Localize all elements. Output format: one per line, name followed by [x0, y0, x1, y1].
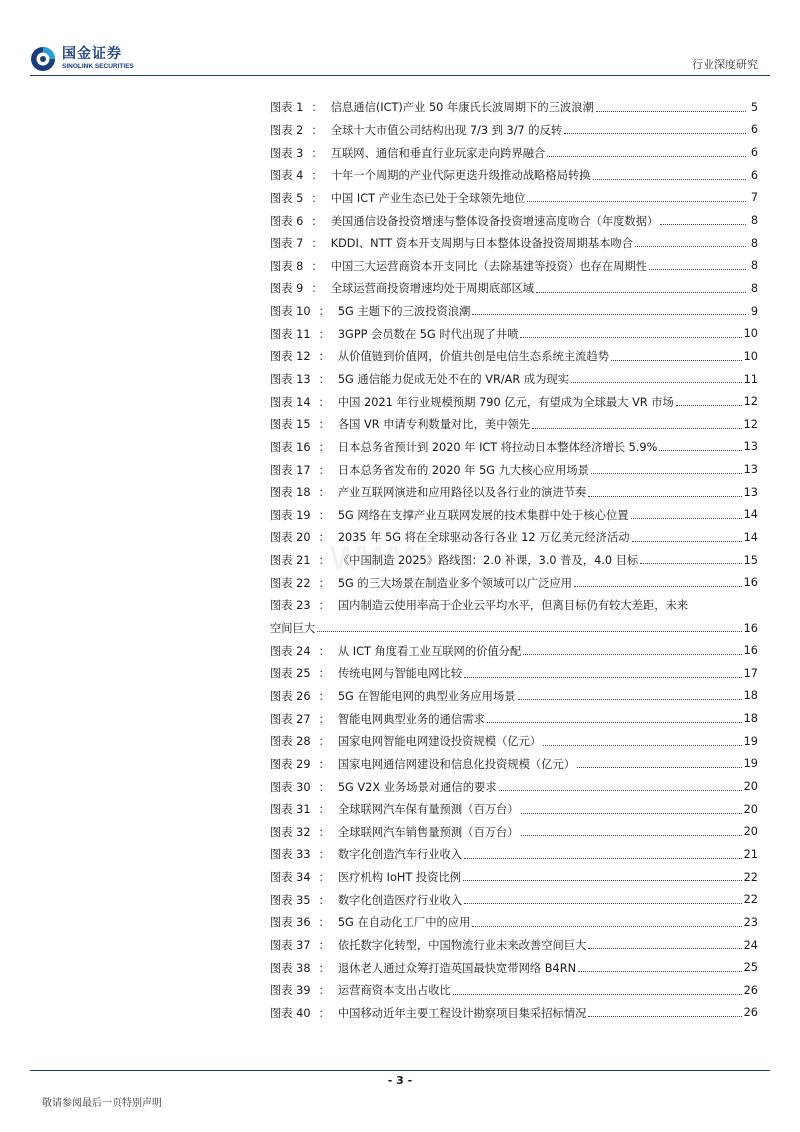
toc-entry[interactable]	[270, 1002, 758, 1025]
toc-entry[interactable]	[270, 322, 758, 345]
toc-entry[interactable]	[270, 571, 758, 594]
toc-separator: ：	[318, 916, 330, 930]
toc-figure-title: 5G V2X 业务场景对通信的要求	[337, 780, 497, 794]
toc-figure-title: 美国通信设备投资增速与整体设备投资增速高度吻合（年度数据）	[330, 214, 659, 228]
toc-separator: ：	[318, 1006, 330, 1020]
toc-entry[interactable]	[270, 164, 758, 187]
toc-figure-label: 图表 14	[270, 395, 311, 409]
toc-entry[interactable]	[270, 96, 758, 119]
toc-figure-title: 产业互联网演进和应用路径以及各行业的演进节奏	[337, 486, 587, 500]
toc-figure-title: 从 ICT 角度看工业互联网的价值分配	[337, 644, 522, 658]
toc-entry[interactable]	[270, 209, 758, 232]
toc-separator: ：	[318, 554, 330, 568]
toc-entry[interactable]	[270, 141, 758, 164]
toc-leader-dots	[640, 562, 741, 564]
logo-english-name: SINOLINK SECURITIES	[62, 63, 134, 71]
toc-entry[interactable]	[270, 277, 758, 300]
footer-divider	[30, 1070, 770, 1071]
toc-entry[interactable]	[270, 775, 758, 798]
toc-leader-dots	[499, 789, 742, 791]
toc-figure-label: 图表 34	[270, 871, 311, 885]
toc-entry[interactable]	[270, 300, 758, 323]
toc-leader-dots	[520, 336, 741, 338]
document-type-label: 行业深度研究	[692, 58, 758, 71]
toc-leader-dots	[463, 879, 742, 881]
toc-entry[interactable]	[270, 979, 758, 1002]
toc-leader-dots	[632, 540, 742, 542]
toc-figure-title: 运营商资本支出占收比	[337, 984, 451, 998]
toc-entry[interactable]	[270, 254, 758, 277]
toc-page-number: 26	[743, 983, 758, 997]
toc-separator: ：	[311, 259, 323, 273]
toc-entry[interactable]	[270, 594, 758, 639]
toc-leader-dots	[464, 676, 741, 678]
toc-page-number: 21	[743, 847, 758, 861]
toc-leader-dots	[472, 925, 741, 927]
toc-leader-dots	[464, 902, 741, 904]
toc-page-number: 19	[743, 757, 758, 771]
toc-figure-title: 各国 VR 申请专利数量对比，美中领先	[337, 418, 531, 432]
toc-separator: ：	[311, 237, 323, 251]
toc-figure-label: 图表 23	[270, 599, 311, 613]
toc-entry[interactable]	[270, 798, 758, 821]
toc-leader-dots	[649, 268, 746, 270]
toc-entry[interactable]	[270, 821, 758, 844]
toc-entry[interactable]	[270, 504, 758, 527]
toc-leader-dots	[588, 947, 741, 949]
toc-separator: ：	[311, 169, 323, 183]
toc-figure-title: 依托数字化转型，中国物流行业未来改善空间巨大	[337, 939, 587, 953]
toc-page-number: 10	[743, 349, 758, 363]
toc-page-number: 6	[750, 168, 758, 182]
toc-figure-label: 图表 6	[270, 214, 304, 228]
toc-leader-dots	[523, 653, 741, 655]
toc-entry[interactable]	[270, 934, 758, 957]
toc-entry[interactable]	[270, 436, 758, 459]
toc-figure-label: 图表 35	[270, 893, 311, 907]
toc-separator: ：	[318, 486, 330, 500]
toc-entry[interactable]	[270, 526, 758, 549]
toc-figure-title: 5G 在智能电网的典型业务应用场景	[337, 689, 516, 703]
toc-separator: ：	[318, 531, 330, 545]
toc-entry[interactable]	[270, 956, 758, 979]
toc-separator: ：	[311, 282, 323, 296]
toc-figure-title: 5G 网络在支撑产业互联网发展的技术集群中处于核心位置	[337, 508, 629, 522]
toc-page-number: 5	[750, 100, 758, 114]
toc-figure-label: 图表 7	[270, 237, 304, 251]
company-logo	[30, 44, 134, 74]
toc-entry[interactable]	[270, 662, 758, 685]
table-of-figures	[270, 96, 758, 1024]
toc-page-number: 8	[750, 259, 758, 273]
toc-page-number: 16	[743, 621, 758, 635]
toc-figure-title: 日本总务省预计到 2020 年 ICT 将拉动日本整体经济增长 5.9%	[337, 440, 658, 454]
sinolink-logo-icon	[30, 46, 56, 72]
toc-leader-dots	[588, 495, 741, 497]
toc-separator: ：	[318, 848, 330, 862]
toc-page-number: 13	[743, 440, 758, 454]
toc-figure-title: 全球联网汽车销售量预测（百万台）	[337, 825, 519, 839]
toc-figure-label: 图表 21	[270, 554, 311, 568]
toc-figure-title: 《中国制造 2025》路线图：2.0 补课，3.0 普及，4.0 目标	[337, 554, 639, 568]
toc-figure-label: 图表 27	[270, 712, 311, 726]
toc-entry[interactable]	[270, 639, 758, 662]
toc-leader-dots	[547, 155, 746, 157]
toc-figure-title: 退休老人通过众筹打造英国最快宽带网络 B4RN	[337, 961, 577, 975]
toc-page-number: 20	[743, 825, 758, 839]
toc-leader-dots	[578, 970, 742, 972]
toc-figure-label: 图表 20	[270, 531, 311, 545]
toc-separator: ：	[318, 780, 330, 794]
toc-figure-title: 国家电网智能电网建设投资规模（亿元）	[337, 735, 542, 749]
toc-separator: ：	[311, 101, 323, 115]
toc-separator: ：	[311, 191, 323, 205]
toc-page-number: 8	[750, 214, 758, 228]
toc-leader-dots	[676, 404, 742, 406]
toc-leader-dots	[472, 313, 746, 315]
toc-figure-label: 图表 33	[270, 848, 311, 862]
toc-leader-dots	[521, 834, 742, 836]
toc-entry[interactable]	[270, 413, 758, 436]
toc-figure-label: 图表 39	[270, 984, 311, 998]
toc-figure-label: 图表 29	[270, 757, 311, 771]
toc-figure-title: 全球联网汽车保有量预测（百万台）	[337, 803, 519, 817]
toc-page-number: 13	[743, 485, 758, 499]
toc-page-number: 7	[750, 191, 758, 205]
toc-leader-dots	[574, 585, 742, 587]
toc-figure-title: 医疗机构 IoHT 投资比例	[337, 871, 462, 885]
toc-figure-label: 图表 9	[270, 282, 304, 296]
toc-entry[interactable]	[270, 549, 758, 572]
toc-page-number: 9	[750, 304, 758, 318]
toc-page-number: 16	[743, 576, 758, 590]
toc-page-number: 10	[743, 327, 758, 341]
toc-page-number: 22	[743, 893, 758, 907]
toc-separator: ：	[318, 644, 330, 658]
toc-separator: ：	[318, 825, 330, 839]
toc-separator: ：	[318, 373, 330, 386]
toc-leader-dots	[659, 449, 741, 451]
toc-figure-label: 图表 31	[270, 803, 311, 817]
toc-separator: ：	[318, 463, 330, 477]
toc-leader-dots	[464, 857, 741, 859]
toc-separator: ：	[318, 984, 330, 998]
toc-page-number: 20	[743, 802, 758, 816]
toc-page-number: 26	[743, 1006, 758, 1020]
toc-leader-dots	[453, 993, 742, 995]
toc-figure-label: 图表 1	[270, 101, 304, 115]
toc-separator: ：	[318, 712, 330, 726]
toc-figure-label: 图表 32	[270, 825, 311, 839]
toc-entry[interactable]	[270, 368, 758, 391]
toc-figure-label: 图表 37	[270, 939, 311, 953]
toc-leader-dots	[518, 698, 742, 700]
toc-figure-title: 数字化创造汽车行业收入	[337, 848, 463, 862]
toc-leader-dots	[577, 766, 742, 768]
toc-entry[interactable]	[270, 390, 758, 413]
toc-page-number: 12	[743, 417, 758, 431]
toc-figure-title: 3GPP 会员数在 5G 时代出现了井喷	[337, 327, 519, 341]
toc-figure-title: 中国 2021 年行业规模预期 790 亿元，有望成为全球最大 VR 市场	[337, 395, 674, 409]
toc-entry[interactable]	[270, 685, 758, 708]
toc-leader-dots	[660, 223, 746, 225]
toc-entry[interactable]	[270, 730, 758, 753]
toc-figure-label: 图表 28	[270, 735, 311, 749]
toc-separator: ：	[318, 961, 330, 975]
toc-leader-dots	[596, 110, 746, 112]
toc-separator: ：	[318, 939, 330, 953]
toc-figure-title: 国内制造云使用率高于企业云平均水平，但离目标仍有较大差距，未来	[337, 599, 689, 613]
toc-figure-title: 5G 主题下的三波投资浪潮	[337, 305, 471, 319]
toc-figure-label: 图表 40	[270, 1006, 311, 1020]
toc-figure-label: 图表 26	[270, 689, 311, 703]
toc-page-number: 13	[743, 463, 758, 477]
toc-separator: ：	[311, 123, 323, 137]
toc-figure-title: 中国 ICT 产业生态已处于全球领先地位	[330, 191, 526, 205]
toc-leader-dots	[611, 359, 742, 361]
toc-entry[interactable]	[270, 866, 758, 889]
toc-figure-title: 日本总务省发布的 2020 年 5G 九大核心应用场景	[337, 463, 589, 477]
toc-entry[interactable]	[270, 119, 758, 142]
toc-figure-title: 国家电网通信网建设和信息化投资规模（亿元）	[337, 757, 576, 771]
toc-figure-label: 图表 4	[270, 169, 304, 183]
toc-figure-label: 图表 17	[270, 463, 311, 477]
toc-figure-title: 数字化创造医疗行业收入	[337, 893, 463, 907]
toc-separator: ：	[318, 599, 330, 613]
toc-figure-label: 图表 3	[270, 146, 304, 160]
toc-leader-dots	[571, 381, 742, 383]
toc-page-number: 16	[743, 644, 758, 658]
toc-separator: ：	[318, 689, 330, 703]
toc-leader-dots	[564, 132, 746, 134]
toc-figure-label: 图表 13	[270, 373, 311, 386]
toc-leader-dots	[591, 472, 742, 474]
toc-figure-title: 2035 年 5G 将在全球驱动各行各业 12 万亿美元经济活动	[337, 531, 630, 545]
toc-separator: ：	[318, 305, 330, 319]
header-divider	[30, 75, 770, 76]
toc-entry[interactable]	[270, 911, 758, 934]
toc-figure-title: 信息通信(ICT)产业 50 年康氏长波周期下的三波浪潮	[330, 101, 594, 115]
footer-disclaimer: 敬请参阅最后一页特别声明	[42, 1098, 162, 1109]
toc-separator: ：	[318, 327, 330, 341]
toc-leader-dots	[532, 427, 742, 429]
toc-separator: ：	[318, 395, 330, 409]
toc-figure-label: 图表 38	[270, 961, 311, 975]
toc-leader-dots	[317, 630, 741, 632]
toc-entry[interactable]	[270, 187, 758, 210]
toc-entry[interactable]	[270, 481, 758, 504]
toc-page-number: 15	[743, 553, 758, 567]
toc-figure-label: 图表 18	[270, 486, 311, 500]
toc-page-number: 17	[743, 666, 758, 680]
toc-page-number: 12	[743, 395, 758, 409]
toc-separator: ：	[318, 418, 330, 432]
toc-figure-title: 5G 在自动化工厂中的应用	[337, 916, 471, 930]
toc-page-number: 8	[750, 281, 758, 295]
toc-figure-title: 5G 通信能力促成无处不在的 VR/AR 成为现实	[337, 373, 570, 386]
toc-figure-label: 图表 25	[270, 667, 311, 681]
toc-separator: ：	[318, 893, 330, 907]
toc-page-number: 14	[743, 530, 758, 544]
toc-page-number: 24	[743, 938, 758, 952]
toc-separator: ：	[318, 735, 330, 749]
toc-figure-title-continued: 空间巨大	[270, 622, 316, 636]
toc-entry[interactable]	[270, 707, 758, 730]
toc-figure-title: 十年一个周期的产业代际更迭升级推动战略格局转换	[330, 169, 591, 183]
toc-figure-label: 图表 2	[270, 123, 304, 137]
toc-figure-title: 传统电网与智能电网比较	[337, 667, 463, 681]
toc-figure-label: 图表 24	[270, 644, 311, 658]
toc-entry[interactable]	[270, 345, 758, 368]
toc-separator: ：	[318, 350, 330, 364]
toc-page-number: 11	[743, 372, 758, 386]
page-number: - 3 -	[387, 1074, 413, 1087]
toc-leader-dots	[588, 1015, 741, 1017]
toc-figure-label: 图表 11	[270, 327, 311, 341]
toc-page-number: 22	[743, 870, 758, 884]
toc-figure-title: 全球运营商投资增速均处于周期底部区域	[330, 282, 535, 296]
toc-figure-label: 图表 36	[270, 916, 311, 930]
toc-figure-label: 图表 22	[270, 576, 311, 590]
toc-page-number: 23	[743, 915, 758, 929]
toc-figure-title: KDDI、NTT 资本开支周期与日本整体设备投资周期基本吻合	[330, 237, 634, 251]
toc-figure-title: 5G 的三大场景在制造业多个领域可以广泛应用	[337, 576, 573, 590]
toc-entry[interactable]	[270, 888, 758, 911]
toc-leader-dots	[593, 178, 746, 180]
page-header	[0, 0, 800, 80]
toc-page-number: 6	[750, 146, 758, 160]
toc-figure-label: 图表 10	[270, 305, 311, 319]
toc-leader-dots	[521, 812, 742, 814]
toc-figure-label: 图表 16	[270, 440, 311, 454]
toc-page-number: 18	[743, 689, 758, 703]
toc-leader-dots	[536, 291, 746, 293]
toc-page-number: 8	[750, 236, 758, 250]
logo-chinese-name: 国金证券	[62, 46, 122, 63]
toc-separator: ：	[318, 757, 330, 771]
toc-separator: ：	[318, 440, 330, 454]
toc-figure-label: 图表 12	[270, 350, 311, 364]
toc-leader-dots	[487, 721, 742, 723]
toc-leader-dots	[635, 245, 746, 247]
toc-page-number: 18	[743, 712, 758, 726]
toc-separator: ：	[318, 667, 330, 681]
toc-entry[interactable]	[270, 458, 758, 481]
toc-figure-title: 中国移动近年主要工程设计勘察项目集采招标情况	[337, 1006, 587, 1020]
toc-leader-dots	[527, 200, 746, 202]
toc-separator: ：	[318, 576, 330, 590]
toc-figure-title: 中国三大运营商资本开支同比（去除基建等投资）也存在周期性	[330, 259, 648, 273]
toc-separator: ：	[318, 803, 330, 817]
toc-figure-title: 从价值链到价值网，价值共创是电信生态系统主流趋势	[337, 350, 610, 364]
toc-entry[interactable]	[270, 843, 758, 866]
toc-figure-title: 互联网、通信和垂直行业玩家走向跨界融合	[330, 146, 546, 160]
toc-separator: ：	[318, 871, 330, 885]
watermark: www	[330, 530, 426, 579]
toc-page-number: 19	[743, 734, 758, 748]
toc-page-number: 14	[743, 508, 758, 522]
toc-separator: ：	[311, 146, 323, 160]
toc-entry[interactable]	[270, 232, 758, 255]
toc-entry[interactable]	[270, 753, 758, 776]
toc-figure-label: 图表 5	[270, 191, 304, 205]
toc-separator: ：	[311, 214, 323, 228]
toc-leader-dots	[631, 517, 742, 519]
toc-page-number: 25	[743, 961, 758, 975]
toc-figure-title: 全球十大市值公司结构出现 7/3 到 3/7 的反转	[330, 123, 563, 137]
toc-leader-dots	[543, 744, 741, 746]
toc-figure-label: 图表 8	[270, 259, 304, 273]
toc-figure-title: 智能电网典型业务的通信需求	[337, 712, 485, 726]
toc-page-number: 6	[750, 123, 758, 137]
toc-page-number: 20	[743, 780, 758, 794]
toc-separator: ：	[318, 508, 330, 522]
toc-figure-label: 图表 15	[270, 418, 311, 432]
toc-figure-label: 图表 19	[270, 508, 311, 522]
toc-figure-label: 图表 30	[270, 780, 311, 794]
